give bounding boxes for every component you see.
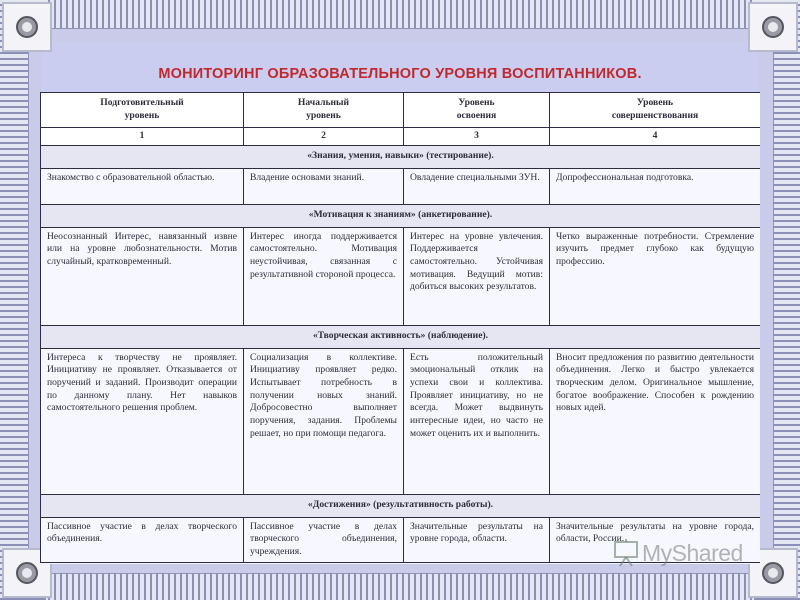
watermark-text: MyShared xyxy=(642,540,743,566)
section-heading: «Знания, умения, навыки» (тестирование). xyxy=(41,145,761,168)
column-number: 3 xyxy=(404,128,550,146)
table-cell: Значительные результаты на уровне города, области. xyxy=(404,517,550,562)
table-cell: Интереса к творчеству не проявляет. Инициативу не проявляет. Отказывается от поручений и заданий. Производит операции по данному плану. Нет навыков самостоятельного решения проблем. xyxy=(41,348,244,494)
table-row xyxy=(41,168,761,204)
table-cell: Есть положительный эмоциональный отклик на успехи свои и коллектива. Проявляет инициативу, но не всегда. Может выдвинуть интересные идеи, но часто не может оценить их и выполнить. xyxy=(404,348,550,494)
corner-ring-icon xyxy=(748,2,798,52)
section-heading: «Творческая активность» (наблюдение). xyxy=(41,325,761,348)
section-row-motivation xyxy=(41,204,761,227)
column-number: 1 xyxy=(41,128,244,146)
header-line: уровень xyxy=(124,110,160,121)
section-row-achievements xyxy=(41,494,761,517)
header-line: освоения xyxy=(456,110,497,121)
table-cell: Пассивное участие в делах творческого объединения. xyxy=(41,517,244,562)
table-cell: Знакомство с образовательной областью. xyxy=(41,168,244,204)
section-row-creativity xyxy=(41,325,761,348)
section-row-knowledge xyxy=(41,145,761,168)
table-cell: Владение основами знаний. xyxy=(244,168,404,204)
header-improvement-level xyxy=(550,93,761,128)
table-row xyxy=(41,348,761,494)
table-cell: Допрофессиональная подготовка. xyxy=(550,168,761,204)
table-cell: Интерес на уровне увлечения. Поддерживается самостоятельно. Устойчивая мотивация. Ведущий мотив: добиться высоких результатов. xyxy=(404,227,550,325)
presentation-board-icon xyxy=(612,538,640,568)
header-mastery-level xyxy=(404,93,550,128)
table-cell: Социализация в коллективе. Инициативу проявляет редко. Испытывает потребность в получении новых знаний. Добросовестно выполняет поручения, задания. Проблемы решает, но при помощи педагога. xyxy=(244,348,404,494)
myshared-watermark xyxy=(612,536,772,572)
table-cell: Вносит предложения по развитию деятельности объединения. Легко и быстро увлекается творческим делом. Оригинальное мышление, богатое воображение. Способен к рождению новых идей. xyxy=(550,348,761,494)
table-cell: Овладение специальными ЗУН. xyxy=(404,168,550,204)
table-cell: Пассивное участие в делах творческого объединения, учреждения. xyxy=(244,517,404,562)
monitoring-table-container xyxy=(40,92,760,564)
column-number-row xyxy=(41,128,761,146)
column-number: 2 xyxy=(244,128,404,146)
header-line: совершенствования xyxy=(611,110,699,121)
header-row xyxy=(41,93,761,128)
table-cell: Четко выраженные потребности. Стремление изучить предмет глубоко как будущую профессию. xyxy=(550,227,761,325)
table-cell: Интерес иногда поддерживается самостоятельно. Мотивация неустойчивая, связанная с результативной стороной процесса. xyxy=(244,227,404,325)
table-row xyxy=(41,227,761,325)
column-number: 4 xyxy=(550,128,761,146)
monitoring-table xyxy=(40,92,760,563)
slide-title: МОНИТОРИНГ ОБРАЗОВАТЕЛЬНОГО УРОВНЯ ВОСПИТАННИКОВ. xyxy=(158,66,642,82)
section-heading: «Мотивация к знаниям» (анкетирование). xyxy=(41,204,761,227)
header-line: Уровень xyxy=(458,97,495,109)
header-line: Подготовительный xyxy=(100,97,184,109)
header-line: Начальный xyxy=(297,97,350,109)
table-cell: Неосознанный Интерес, навязанный извне или на уровне любознательности. Мотив случайный, кратковременный. xyxy=(41,227,244,325)
corner-ring-icon xyxy=(2,2,52,52)
header-initial-level xyxy=(244,93,404,128)
header-line: Уровень xyxy=(636,97,674,109)
table-cell: Значительные результаты на уровне города, области, России. xyxy=(550,517,761,562)
section-heading: «Достижения» (результативность работы). xyxy=(41,494,761,517)
header-preparatory-level xyxy=(41,93,244,128)
header-line: уровень xyxy=(306,110,341,121)
